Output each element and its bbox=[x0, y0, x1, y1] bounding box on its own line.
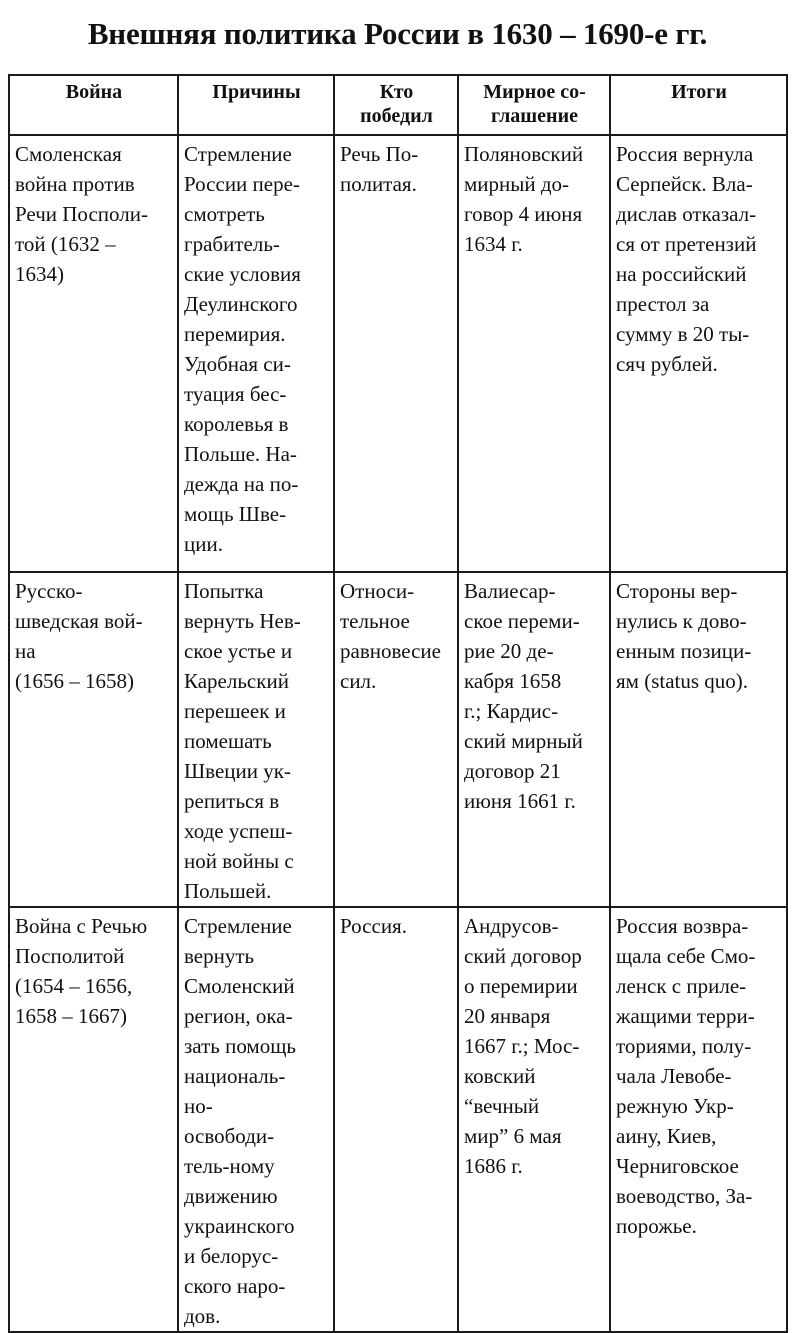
cell-line: регион, ока- bbox=[184, 1004, 293, 1028]
cell-line: ковский bbox=[464, 1064, 536, 1088]
cell-line: Валиесар- bbox=[464, 579, 556, 603]
cell-winner bbox=[334, 907, 458, 1332]
cell-line: ский мирный bbox=[464, 729, 583, 753]
cell-line: шведская вой- bbox=[15, 609, 143, 633]
cell-line: (1656 – 1658) bbox=[15, 669, 134, 693]
cell-line: Россия возвра- bbox=[616, 914, 749, 938]
cell-line: престол за bbox=[616, 292, 710, 316]
cell-line: перешеек и bbox=[184, 699, 286, 723]
header-row bbox=[9, 75, 787, 135]
cell-line: освободи- bbox=[184, 1124, 275, 1148]
cell-line: дов. bbox=[184, 1304, 221, 1328]
cell-line: 1667 г.; Мос- bbox=[464, 1034, 580, 1058]
cell-line: Стремление bbox=[184, 914, 292, 938]
cell-line: Россия вернула bbox=[616, 142, 754, 166]
cell-line: нулись к дово- bbox=[616, 609, 747, 633]
cell-line: смотреть bbox=[184, 202, 265, 226]
cell-line: Стремление bbox=[184, 142, 292, 166]
cell-line: ной войны с bbox=[184, 849, 294, 873]
cell-line: Попытка bbox=[184, 579, 264, 603]
cell-treaty bbox=[458, 907, 610, 1332]
cell-line: но- bbox=[184, 1094, 213, 1118]
cell-line: г.; Кардис- bbox=[464, 699, 559, 723]
header-line: Война bbox=[65, 81, 123, 103]
cell-line: украинского bbox=[184, 1214, 295, 1238]
cell-line: мощь Шве- bbox=[184, 502, 287, 526]
header-results bbox=[610, 75, 787, 135]
cell-line: Серпейск. Вла- bbox=[616, 172, 753, 196]
cell-line: дежда на по- bbox=[184, 472, 299, 496]
cell-line: помешать bbox=[184, 729, 272, 753]
cell-line: чала Левобе- bbox=[616, 1064, 732, 1088]
cell-line: Польшей. bbox=[184, 879, 272, 903]
cell-line: июня 1661 г. bbox=[464, 789, 576, 813]
cell-line: Смоленская bbox=[15, 142, 122, 166]
cell-treaty bbox=[458, 572, 610, 907]
cell-war bbox=[9, 135, 178, 572]
cell-reasons bbox=[178, 135, 334, 572]
cell-line: 1634) bbox=[15, 262, 64, 286]
cell-line: на российский bbox=[616, 262, 747, 286]
cell-reasons bbox=[178, 572, 334, 907]
page-title: Внешняя политика России в 1630 – 1690-е гг. bbox=[87, 16, 708, 51]
cell-line: Удобная си- bbox=[184, 352, 291, 376]
cell-winner bbox=[334, 135, 458, 572]
cell-line: о перемирии bbox=[464, 974, 578, 998]
cell-line: вернуть bbox=[184, 944, 255, 968]
cell-results bbox=[610, 135, 787, 572]
cell-line: ского наро- bbox=[184, 1274, 286, 1298]
cell-war bbox=[9, 572, 178, 907]
header-line: Причины bbox=[212, 81, 301, 103]
cell-line: 1686 г. bbox=[464, 1154, 523, 1178]
cell-line: туация бес- bbox=[184, 382, 287, 406]
cell-line: кабря 1658 bbox=[464, 669, 562, 693]
cell-line: Война с Речью bbox=[15, 914, 148, 938]
cell-line: Деулинского bbox=[184, 292, 298, 316]
cell-reasons bbox=[178, 907, 334, 1332]
cell-line: ходе успеш- bbox=[184, 819, 293, 843]
cell-line: дислав отказал- bbox=[616, 202, 757, 226]
cell-line: ское устье и bbox=[184, 639, 293, 663]
cell-war bbox=[9, 907, 178, 1332]
header-line: Мирное со- bbox=[483, 81, 586, 103]
cell-line: ториями, полу- bbox=[616, 1034, 752, 1058]
cell-line: и белорус- bbox=[184, 1244, 279, 1268]
header-line: глашение bbox=[491, 105, 578, 127]
cell-line: Поляновский bbox=[464, 142, 584, 166]
cell-line: жащими терри- bbox=[616, 1004, 755, 1028]
cell-line: рие 20 де- bbox=[464, 639, 554, 663]
cell-line: на bbox=[15, 639, 36, 663]
cell-line: тельное bbox=[340, 609, 410, 633]
cell-line: ские условия bbox=[184, 262, 301, 286]
header-war bbox=[9, 75, 178, 135]
cell-line: “вечный bbox=[464, 1094, 540, 1118]
cell-line: говор 4 июня bbox=[464, 202, 583, 226]
cell-line: России пере- bbox=[184, 172, 300, 196]
cell-line: аину, Киев, bbox=[616, 1124, 717, 1148]
cell-results bbox=[610, 907, 787, 1332]
foreign-policy-table bbox=[8, 74, 788, 1333]
cell-line: режную Укр- bbox=[616, 1094, 734, 1118]
cell-line: движению bbox=[184, 1184, 278, 1208]
cell-line: ское переми- bbox=[464, 609, 580, 633]
cell-line: ский договор bbox=[464, 944, 582, 968]
header-winner bbox=[334, 75, 458, 135]
cell-line: мирный до- bbox=[464, 172, 570, 196]
cell-line: ленск с приле- bbox=[616, 974, 747, 998]
cell-line: Русско- bbox=[15, 579, 83, 603]
cell-line: тель-ному bbox=[184, 1154, 275, 1178]
cell-results bbox=[610, 572, 787, 907]
cell-line: 1658 – 1667) bbox=[15, 1004, 127, 1028]
cell-line: равновесие bbox=[340, 639, 441, 663]
cell-line: зать помощь bbox=[184, 1034, 296, 1058]
cell-line: (1654 – 1656, bbox=[15, 974, 133, 998]
cell-line: Стороны вер- bbox=[616, 579, 738, 603]
cell-line: договор 21 bbox=[464, 759, 561, 783]
cell-line: енным позици- bbox=[616, 639, 752, 663]
cell-line: Россия. bbox=[340, 914, 407, 938]
cell-line: 20 января bbox=[464, 1004, 551, 1028]
cell-line: Польше. На- bbox=[184, 442, 297, 466]
header-line: Кто bbox=[379, 81, 414, 103]
header-treaty bbox=[458, 75, 610, 135]
cell-line: 1634 г. bbox=[464, 232, 523, 256]
cell-line: сумму в 20 ты- bbox=[616, 322, 750, 346]
cell-line: сил. bbox=[340, 669, 377, 693]
table-row bbox=[9, 907, 787, 1332]
cell-line: Смоленский bbox=[184, 974, 295, 998]
cell-line: националь- bbox=[184, 1064, 286, 1088]
table-row bbox=[9, 572, 787, 907]
cell-line: сяч рублей. bbox=[616, 352, 718, 376]
header-reasons bbox=[178, 75, 334, 135]
cell-line: ям (status quo). bbox=[616, 669, 749, 693]
cell-line: Посполитой bbox=[15, 944, 125, 968]
cell-line: Швеции ук- bbox=[184, 759, 291, 783]
cell-line: Речь По- bbox=[340, 142, 419, 166]
cell-line: вернуть Нев- bbox=[184, 609, 301, 633]
cell-line: Карельский bbox=[184, 669, 289, 693]
cell-line: порожье. bbox=[616, 1214, 697, 1238]
header-line: Итоги bbox=[671, 81, 727, 103]
cell-line: мир” 6 мая bbox=[464, 1124, 562, 1148]
cell-line: грабитель- bbox=[184, 232, 280, 256]
cell-line: перемирия. bbox=[184, 322, 286, 346]
cell-line: политая. bbox=[340, 172, 417, 196]
cell-line: воеводство, За- bbox=[616, 1184, 753, 1208]
cell-line: щала себе Смо- bbox=[616, 944, 756, 968]
cell-winner bbox=[334, 572, 458, 907]
cell-line: Относи- bbox=[340, 579, 415, 603]
cell-line: королевья в bbox=[184, 412, 289, 436]
cell-line: Черниговское bbox=[616, 1154, 739, 1178]
table-row bbox=[9, 135, 787, 572]
cell-line: ции. bbox=[184, 532, 223, 556]
cell-line: ся от претензий bbox=[616, 232, 757, 256]
cell-treaty bbox=[458, 135, 610, 572]
cell-line: Андрусов- bbox=[464, 914, 559, 938]
cell-line: война против bbox=[15, 172, 135, 196]
cell-line: репиться в bbox=[184, 789, 280, 813]
cell-line: той (1632 – bbox=[15, 232, 116, 256]
cell-line: Речи Посполи- bbox=[15, 202, 148, 226]
header-line: победил bbox=[360, 105, 433, 127]
